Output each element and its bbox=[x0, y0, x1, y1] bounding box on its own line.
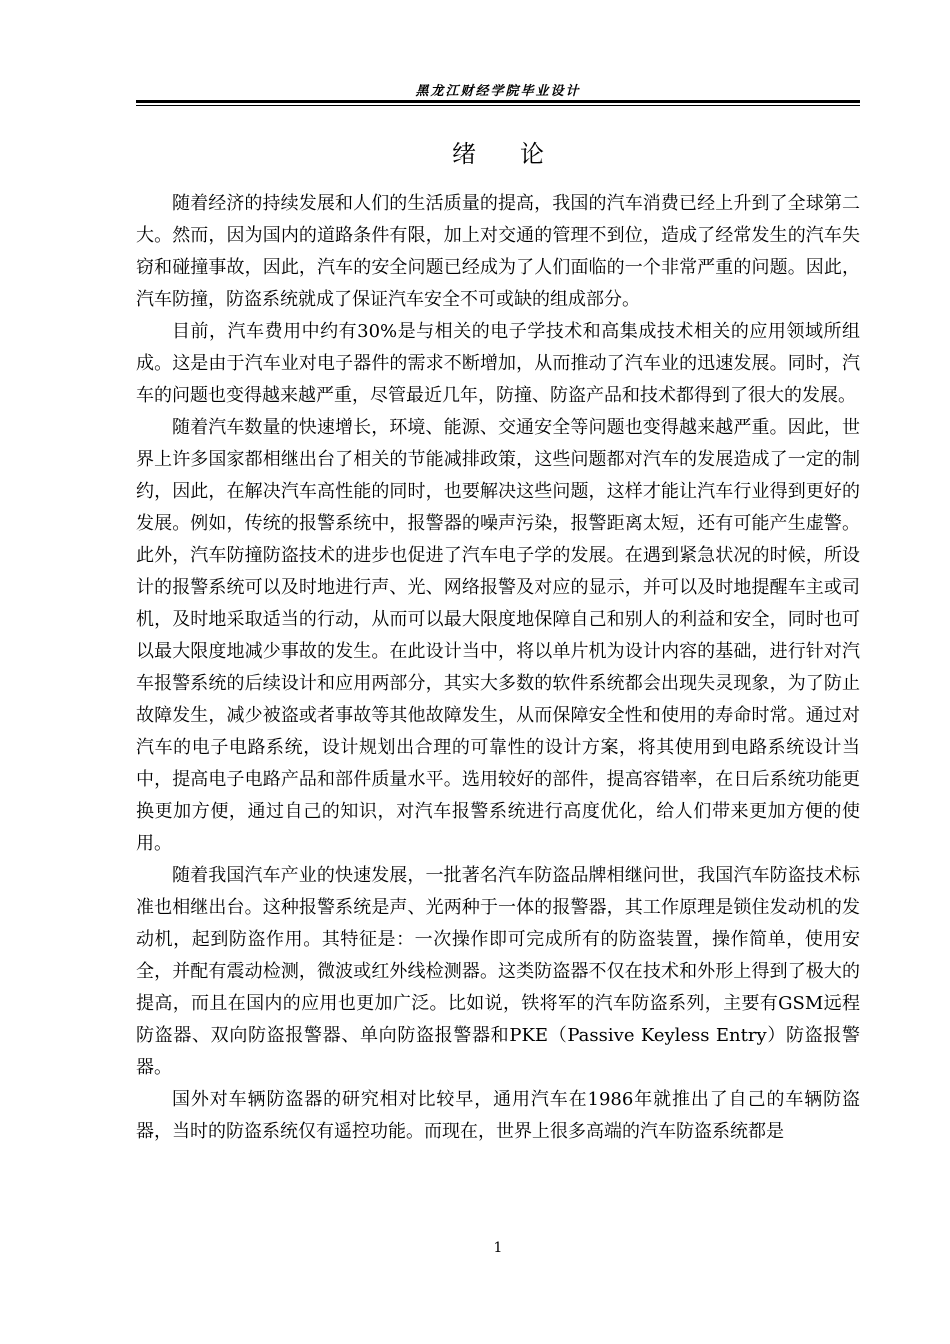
paragraph: 随着我国汽车产业的快速发展，一批著名汽车防盗品牌相继问世，我国汽车防盗技术标准也相继出台。这种报警系统是声、光两种于一体的报警器，其工作原理是锁住发动机的发动机，起到防盗作用。其特征是：一次操作即可完成所有的防盗装置，操作简单，使用安全，并配有震动检测，微波或红外线检测器。这类防盗器不仅在技术和外形上得到了极大的提高，而且在国内的应用也更加广泛。比如说，铁将军的汽车防盗系列，主要有GSM远程防盗器、双向防盗报警器、单向防盗报警器和PKE（Passive Keyless Entry）防盗报警器。 bbox=[136, 865, 860, 1078]
paragraph: 随着经济的持续发展和人们的生活质量的提高，我国的汽车消费已经上升到了全球第二大。然而，因为国内的道路条件有限，加上对交通的管理不到位，造成了经常发生的汽车失窃和碰撞事故，因此，汽车的安全问题已经成为了人们面临的一个非常严重的问题。因此，汽车防撞，防盗系统就成了保证汽车安全不可或缺的组成部分。 bbox=[136, 193, 860, 310]
page-number: 1 bbox=[493, 1240, 503, 1256]
header-rule-thin bbox=[136, 105, 860, 106]
paragraph: 随着汽车数量的快速增长，环境、能源、交通安全等问题也变得越来越严重。因此，世界上许多国家都相继出台了相关的节能减排政策，这些问题都对汽车的发展造成了一定的制约，因此，在解决汽车高性能的同时，也要解决这些问题，这样才能让汽车行业得到更好的发展。例如，传统的报警系统中，报警器的噪声污染，报警距离太短，还有可能产生虚警。此外，汽车防撞防盗技术的进步也促进了汽车电子学的发展。在遇到紧急状况的时候，所设计的报警系统可以及时地进行声、光、网络报警及对应的显示，并可以及时地提醒车主或司机，及时地采取适当的行动，从而可以最大限度地保障自己和别人的利益和安全，同时也可以最大限度地减少事故的发生。在此设计当中，将以单片机为设计内容的基础，进行针对汽车报警系统的后续设计和应用两部分，其实大多数的软件系统都会出现失灵现象，为了防止故障发生，减少被盗或者事故等其他故障发生，从而保障安全性和使用的寿命时常。通过对汽车的电子电路系统，设计规划出合理的可靠性的设计方案，将其使用到电路系统设计当中，提高电子电路产品和部件质量水平。选用较好的部件，提高容错率，在日后系统功能更换更加方便，通过自己的知识，对汽车报警系统进行高度优化，给人们带来更加方便的使用。 bbox=[136, 417, 860, 854]
body-text bbox=[136, 188, 860, 1148]
running-header: 黑龙江财经学院毕业设计 bbox=[415, 84, 581, 99]
header-rule-thick bbox=[136, 100, 860, 103]
chapter-title: 绪论 bbox=[452, 140, 588, 168]
paragraph: 国外对车辆防盗器的研究相对比较早，通用汽车在1986年就推出了自己的车辆防盗器，当时的防盗系统仅有遥控功能。而现在，世界上很多高端的汽车防盗系统都是 bbox=[136, 1089, 860, 1142]
paragraph: 目前，汽车费用中约有30%是与相关的电子学技术和高集成技术相关的应用领域所组成。这是由于汽车业对电子器件的需求不断增加，从而推动了汽车业的迅速发展。同时，汽车的问题也变得越来越严重，尽管最近几年，防撞、防盗产品和技术都得到了很大的发展。 bbox=[136, 321, 860, 406]
